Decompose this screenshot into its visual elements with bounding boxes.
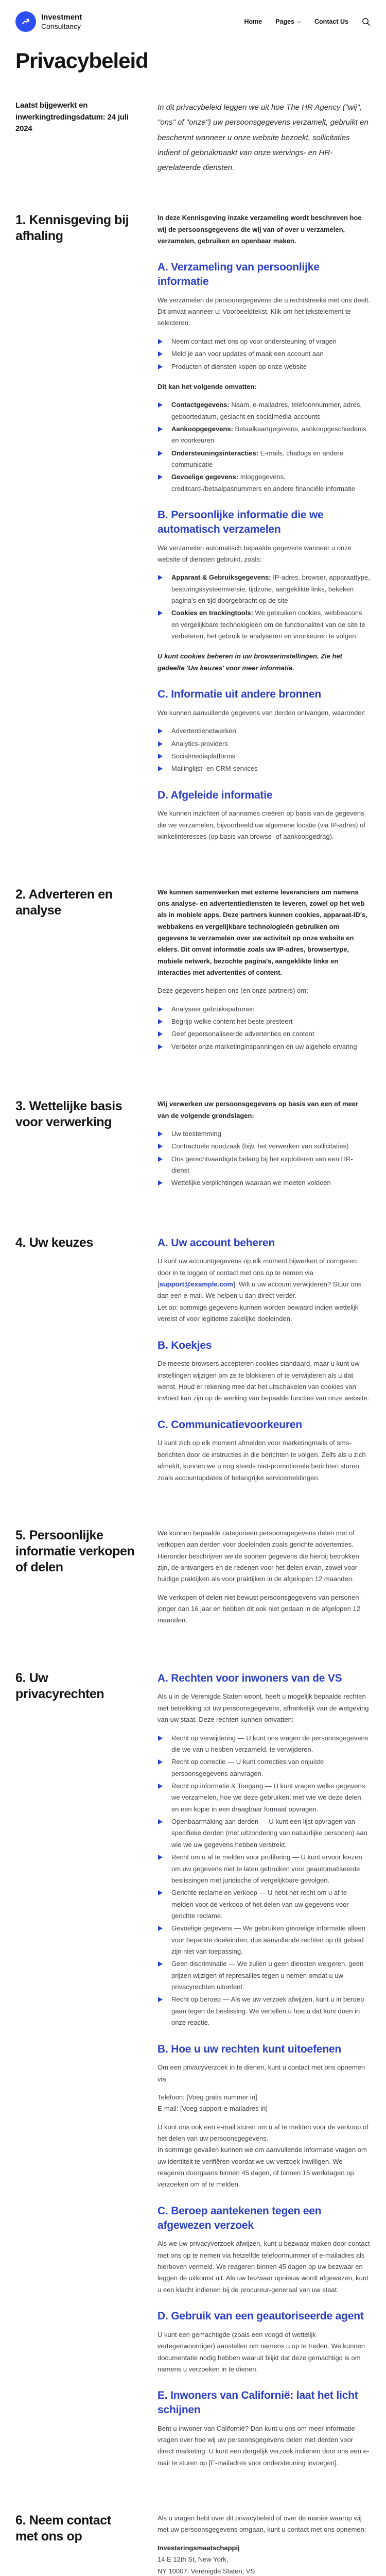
arrow-bullet-icon	[158, 1019, 163, 1024]
arrow-bullet-icon	[158, 351, 163, 357]
list-item: Analytics-providers	[157, 738, 371, 750]
list-item: Recht op correctie — U kunt correcties van onjuiste persoonsgegevens aanvragen.	[157, 1756, 371, 1780]
arrow-bullet-icon	[158, 575, 163, 580]
arrow-bullet-icon	[158, 474, 163, 480]
subheading-b-automatisch: B. Persoonlijke informatie die we automatisch verzamelen	[157, 509, 324, 535]
bullet-list	[157, 1004, 371, 1053]
search-icon[interactable]	[362, 18, 371, 26]
paragraph: Als u vragen hebt over dit privacybeleid of over de manier waarop wij met uw persoonsgegevens omgaan, kunt u contact met ons opnemen:	[157, 2514, 366, 2534]
bullet-list	[157, 725, 371, 774]
arrow-bullet-icon	[158, 339, 163, 344]
arrow-bullet-icon	[158, 1044, 163, 1049]
address-line: NY 10007, Verenigde Staten, VS	[157, 2567, 255, 2575]
bullet-list	[157, 399, 371, 495]
section-adverteren	[15, 887, 371, 1062]
list-item: Uw toestemming	[157, 1128, 371, 1140]
arrow-bullet-icon	[158, 402, 163, 408]
section-heading: 6. Uw privacyrechten	[15, 1670, 104, 1701]
list-item: Geef gepersonaliseerde advertenties en content	[157, 1028, 371, 1040]
arrow-bullet-icon	[158, 754, 163, 759]
section-uw-keuzes	[15, 1235, 371, 1490]
list-item: Socialmediaplatforms	[157, 751, 371, 762]
list-item: Ons gerechtvaardigde belang bij het exploiteren van een HR-dienst	[157, 1154, 371, 1177]
main-content	[0, 48, 386, 2576]
paragraph: Als we uw privacyverzoek afwijzen, kunt u bezwaar maken door contact met ons op te nemen via hetzelfde telefoonnummer of e-mailadres als hierboven vermeld. We reageren binnen 45 dagen op uw bezwaar en leggen de uitkomst uit. Als uw bezwaar opnieuw wordt afgewezen, kunt u een klacht indienen bij de procureur-generaal van uw staat.	[157, 2240, 370, 2294]
arrow-bullet-icon	[158, 1131, 163, 1137]
subheading-b-uitoefenen: B. Hoe u uw rechten kunt uitoefenen	[157, 2043, 342, 2055]
subheading-a-verzameling: A. Verzameling van persoonlijke informatie	[157, 261, 320, 288]
paragraph: U kunt een gemachtigde (zoals een voogd of wettelijk vertegenwoordiger) aanstellen om namens u op te treden. We kunnen documentatie nodig hebben waaruit blijkt dat deze gemachtigd is om namens u verzoeken in te dienen.	[157, 2330, 365, 2373]
arrow-bullet-icon	[158, 1961, 163, 1967]
list-item: Ondersteuningsinteracties: E-mails, chatlogs en andere communicatie	[157, 448, 371, 471]
subheading-a-rechten-vs: A. Rechten voor inwoners van de VS	[157, 1672, 342, 1684]
intro-row	[15, 100, 371, 175]
list-item: Recht op beroep — Als we uw verzoek afwijzen, kunt u in beroep gaan tegen de beslissing. We vertellen u hoe u dat kunt doen in onze reactie.	[157, 1994, 371, 2028]
nav-pages[interactable]: Pages	[275, 18, 301, 25]
arrow-bullet-icon	[158, 741, 163, 747]
list-item: Begrijp welke content het beste presteert	[157, 1016, 371, 1027]
list-item: Neem contact met ons op voor ondersteuning of vragen	[157, 336, 371, 347]
list-item: Producten of diensten kopen op onze website	[157, 361, 371, 372]
list-item: Contractuele noodzaak (bijv. het verwerken van sollicitaties)	[157, 1141, 371, 1152]
arrow-bullet-icon	[158, 1819, 163, 1824]
arrow-bullet-icon	[158, 364, 163, 369]
subheading-d-agent: D. Gebruik van een geautoriseerde agent	[157, 2310, 364, 2323]
arrow-bullet-icon	[158, 1784, 163, 1789]
phone-placeholder-line: Telefoon: [Voeg gratis nummer in]	[157, 2093, 257, 2101]
section2-lead: We kunnen samenwerken met externe leveranciers om namens ons analyse- en advertentiediensten te leveren, zowel op het web als in mobiele apps. Deze partners kunnen cookies, apparaat-ID's, webbakens en vergelijkbare technologieën gebruiken om gegevens te verzamelen over uw activiteit op onze website en elders. Dit omvat informatie zoals uw IP-adres, browsertype, mobiele netwerk, bezochte pagina's, aangeklikte links en interacties met advertenties of content.	[157, 888, 367, 977]
arrow-bullet-icon	[158, 1736, 163, 1741]
list-item: Openbaarmaking aan derden — U kunt een lijst opvragen van specifieke derden (met uitzondering van natuurlijke personen) aan wie we uw gegevens hebben verstrekt.	[157, 1816, 371, 1851]
list-item: Verbeter onze marketinginspanningen en uw algehele ervaring	[157, 1041, 371, 1053]
nav-home[interactable]: Home	[244, 18, 262, 25]
brand-name-line1: Investment	[41, 12, 82, 22]
arrow-bullet-icon	[158, 451, 163, 456]
intro-paragraph: In dit privacybeleid leggen we uit hoe The HR Agency ("wij", "ons" of "onze") uw persoonsgegevens verzamelt, gebruikt en beschermt wanneer u onze website bezoekt, sollicitaties indient of gebruikmaakt van onze wervings- en HR-gerelateerde diensten.	[157, 103, 369, 172]
list-item: Contactgegevens: Naam, e-mailadres, telefoonnummer, adres, geboortedatum, geslacht en socialmedia-accounts	[157, 399, 371, 422]
paragraph-with-link: U kunt uw accountgegevens op elk moment bijwerken of corrigeren door in te loggen of contact met ons op te nemen via [support@example.com]. Wilt u uw account verwijderen? Stuur ons dan een e-mail. We helpen u dan direct verder.	[157, 1257, 362, 1300]
paragraph: We kunnen bepaalde categorieën persoonsgegevens delen met of verkopen aan derden voor doeleinden zoals gerichte advertenties. Hieronder beschrijven we de soorten gegevens die hierbij betrokken zijn, de ontvangers en de redenen voor het delen ervan, zowel voor huidige praktijken als voor praktijken in de afgelopen 12 maanden.	[157, 1529, 359, 1583]
arrow-bullet-icon	[158, 1926, 163, 1931]
section-verkopen-delen	[15, 1528, 371, 1633]
arrow-bullet-icon	[158, 1759, 163, 1765]
list-item: Gevoelige gegevens: Inloggegevens, creditcard-/betaalpasnummers en andere financiële informatie	[157, 471, 371, 495]
section-heading: 5. Persoonlijke informatie verkopen of delen	[15, 1528, 135, 1574]
paragraph: De meeste browsers accepteren cookies standaard, maar u kunt uw instellingen wijzigen om ze te blokkeren of te verwijderen als u dat wenst. Houd er rekening mee dat het uitschakelen van cookies van invloed kan zijn op de werking van bepaalde functies van onze website.	[157, 1360, 370, 1402]
section-heading: 4. Uw keuzes	[15, 1235, 93, 1250]
section-heading: 2. Adverteren en analyse	[15, 887, 113, 918]
page-title: Privacybeleid	[15, 48, 148, 73]
arrow-bullet-icon	[158, 611, 163, 616]
list-item: Recht om u af te melden voor profilering — U kunt ervoor kiezen om uw gegevens niet te laten gebruiken voor geautomatiseerde beslissingen met juridische of vergelijkbare gevolgen.	[157, 1852, 371, 1886]
list-item: Mailinglijst- en CRM-services	[157, 763, 371, 774]
company-name: Investeringsmaatschappij	[157, 2544, 240, 2552]
arrow-bullet-icon	[158, 1031, 163, 1037]
section-heading: 6. Neem contact met ons op	[15, 2513, 111, 2544]
subheading-c-beroep: C. Beroep aantekenen tegen een afgewezen verzoek	[157, 2205, 322, 2231]
paragraph: Bent u inwoner van Californië? Dan kunt u ons om meer informatie vragen over hoe wij uw persoonsgegevens delen met derden voor direct marketing. U kunt een dergelijk verzoek indienen door ons een e-mail te sturen op [E-mailadres voor ondersteuning invoegen].	[157, 2424, 370, 2467]
list-item: Apparaat & Gebruiksgegevens: IP-adres, browser, apparaattype, besturingssysteemversie, tijdzone, aangeklikte links, bekeken pagina's en tijd doorgebracht op de site	[157, 572, 371, 606]
list-item: Gerichte reclame en verkoop — U hebt het recht om u af te melden voor de verkoop of het delen van uw gegevens voor gerichte reclame.	[157, 1887, 371, 1922]
subheading-b-koekjes: B. Koekjes	[157, 1339, 212, 1351]
bullet-list	[157, 1733, 371, 2029]
bullet-list	[157, 1128, 371, 1189]
list-item: Geen discriminatie — We zullen u geen diensten weigeren, geen prijzen wijzigen of represailles tegen u nemen omdat u uw privacyrechten uitoefent.	[157, 1958, 371, 1993]
list-item: Recht op informatie & Toegang — U kunt vragen welke gegevens we verzamelen, hoe we deze gebruiken, met wie we deze delen, en een kopie in een draagbaar formaat opvragen.	[157, 1781, 371, 1815]
arrow-bullet-icon	[158, 728, 163, 734]
arrow-bullet-icon	[158, 1997, 163, 2002]
list-item: Recht op verwijdering — U kunt ons vragen de persoonsgegevens die we van u hebben verzameld, te verwijderen.	[157, 1733, 371, 1756]
section1-lead: In deze Kennisgeving inzake verzameling wordt beschreven hoe wij de persoonsgegevens die wij van of over u verzamelen, verzamelen, gebruiken en openbaar maken.	[157, 214, 362, 245]
cookies-note: U kunt cookies beheren in uw browserinstellingen. Zie het gedeelte 'Uw keuzes' voor meer informatie.	[157, 652, 343, 672]
list-item: Meld je aan voor updates of maak een account aan	[157, 348, 371, 360]
bullet-list	[157, 572, 371, 642]
subheading-e-californie: E. Inwoners van Californië: laat het licht schijnen	[157, 2389, 358, 2416]
arrow-bullet-icon	[158, 1890, 163, 1895]
paragraph: In sommige gevallen kunnen we om aanvullende informatie vragen om uw identiteit te verifiëren voordat we uw verzoek inwilligen. We reageren doorgaans binnen 45 dagen, of binnen 15 werkdagen op verzoeken om af te melden.	[157, 2146, 367, 2189]
arrow-bullet-icon	[158, 1157, 163, 1162]
last-updated-label: Laatst bijgewerkt en inwerkingtredingsdatum: 24 juli 2024	[15, 101, 129, 133]
section-wettelijke-basis	[15, 1098, 371, 1198]
list-item: Aankoopgegevens: Betaalkaartgegevens, aankoopgeschiedenis en voorkeuren	[157, 423, 371, 447]
main-nav	[244, 18, 371, 26]
paragraph: We verzamelen automatisch bepaalde gegevens wanneer u onze website of diensten gebruikt, zoals:	[157, 544, 352, 563]
paragraph: Om een privacyverzoek in te dienen, kunt u contact met ons opnemen via:	[157, 2063, 365, 2083]
paragraph: U kunt ons ook een e-mail sturen om u af te melden voor de verkoop of het delen van uw persoonsgegevens.	[157, 2123, 369, 2143]
section-heading: 1. Kennisgeving bij afhaling	[15, 213, 129, 244]
section-kennisgeving	[15, 212, 371, 849]
list-item: Advertentienetwerken	[157, 725, 371, 737]
section3-lead: Wij verwerken uw persoonsgegevens op basis van een of meer van de volgende grondslagen:	[157, 1100, 359, 1120]
arrow-bullet-icon	[158, 766, 163, 771]
arrow-bullet-icon	[158, 427, 163, 432]
paragraph: Als u in de Verenigde Staten woont, heeft u mogelijk bepaalde rechten met betrekking tot uw persoonsgegevens, afhankelijk van de wetgeving van uw staat. Deze rechten kunnen omvatten:	[157, 1692, 369, 1724]
address-line: 14 E 12th St, New York,	[157, 2555, 229, 2564]
paragraph: We verkopen of delen niet bewust persoonsgegevens van personen jonger dan 16 jaar en hebben dit ook niet gedaan in de afgelopen 12 maanden.	[157, 1593, 360, 1624]
paragraph: Let op: sommige gegevens kunnen worden bewaard indien wettelijk vereist of voor legitieme zakelijke doeleinden.	[157, 1303, 359, 1323]
nav-contact-us[interactable]: Contact Us	[314, 18, 348, 25]
arrow-bullet-icon	[158, 1144, 163, 1149]
paragraph-bold: Dit kan het volgende omvatten:	[157, 382, 257, 391]
list-item: Analyseer gebruikspatronen	[157, 1004, 371, 1015]
brand-logo[interactable]	[15, 11, 82, 32]
paragraph: Deze gegevens helpen ons (en onze partners) om:	[157, 987, 308, 995]
support-email-link[interactable]: support@example.com	[159, 1280, 234, 1289]
arrow-bullet-icon	[158, 1007, 163, 1012]
arrow-bullet-icon	[158, 1855, 163, 1860]
paragraph: We kunnen aanvullende gegevens van derden ontvangen, waaronder:	[157, 708, 366, 717]
header	[0, 0, 386, 40]
bullet-list	[157, 336, 371, 372]
list-item: Wettelijke verplichtingen waaraan we moeten voldoen	[157, 1177, 371, 1189]
list-item: Gevoelige gegevens — We gebruiken gevoelige informatie alleen voor beperkte doeleinden, dus aanvullende rechten op dit gebied zijn niet van toepassing.	[157, 1923, 371, 1957]
paragraph: We verzamelen de persoonsgegevens die u rechtstreeks met ons deelt. Dit omvat wanneer u: Voorbeeldtekst. Klik om het tekstelement te selecteren.	[157, 296, 371, 327]
list-item: Cookies en trackingtools: We gebruiken cookies, webbeacons en vergelijkbare technologieën om de functionaliteit van de site te verbeteren, het gebruik te analyseren en voorkeuren te volgen.	[157, 607, 371, 642]
subheading-a-account: A. Uw account beheren	[157, 1236, 275, 1249]
email-placeholder-line: E-mail: [Voeg support-e-mailadres in]	[157, 2105, 268, 2113]
subheading-d-afgeleide: D. Afgeleide informatie	[157, 789, 273, 801]
section-contact	[15, 2513, 371, 2576]
paragraph: U kunt zich op elk moment afmelden voor marketingmails of sms-berichten door de instructies in die berichten te volgen. Zelfs als u zich afmeldt, kunnen we u nog steeds niet-promotionele berichten sturen, zoals accountupdates of belangrijke servicemeldingen.	[157, 1439, 366, 1482]
subheading-c-bronnen: C. Informatie uit andere bronnen	[157, 688, 321, 701]
brand-name-line2: Consultancy	[41, 22, 81, 30]
section-privacyrechten	[15, 1670, 371, 2476]
arrow-bullet-icon	[158, 1180, 163, 1185]
trending-up-icon	[15, 11, 36, 32]
subheading-c-communicatie: C. Communicatievoorkeuren	[157, 1418, 302, 1431]
chevron-down-icon	[296, 18, 301, 25]
paragraph: We kunnen inzichten of aannames creëren op basis van de gegevens die we verzamelen, bijvoorbeeld uw algemene locatie (via IP-adres) of winkelinteresses (op basis van browse- of aankoopgedrag).	[157, 809, 365, 841]
section-heading: 3. Wettelijke basis voor verwerking	[15, 1099, 122, 1130]
